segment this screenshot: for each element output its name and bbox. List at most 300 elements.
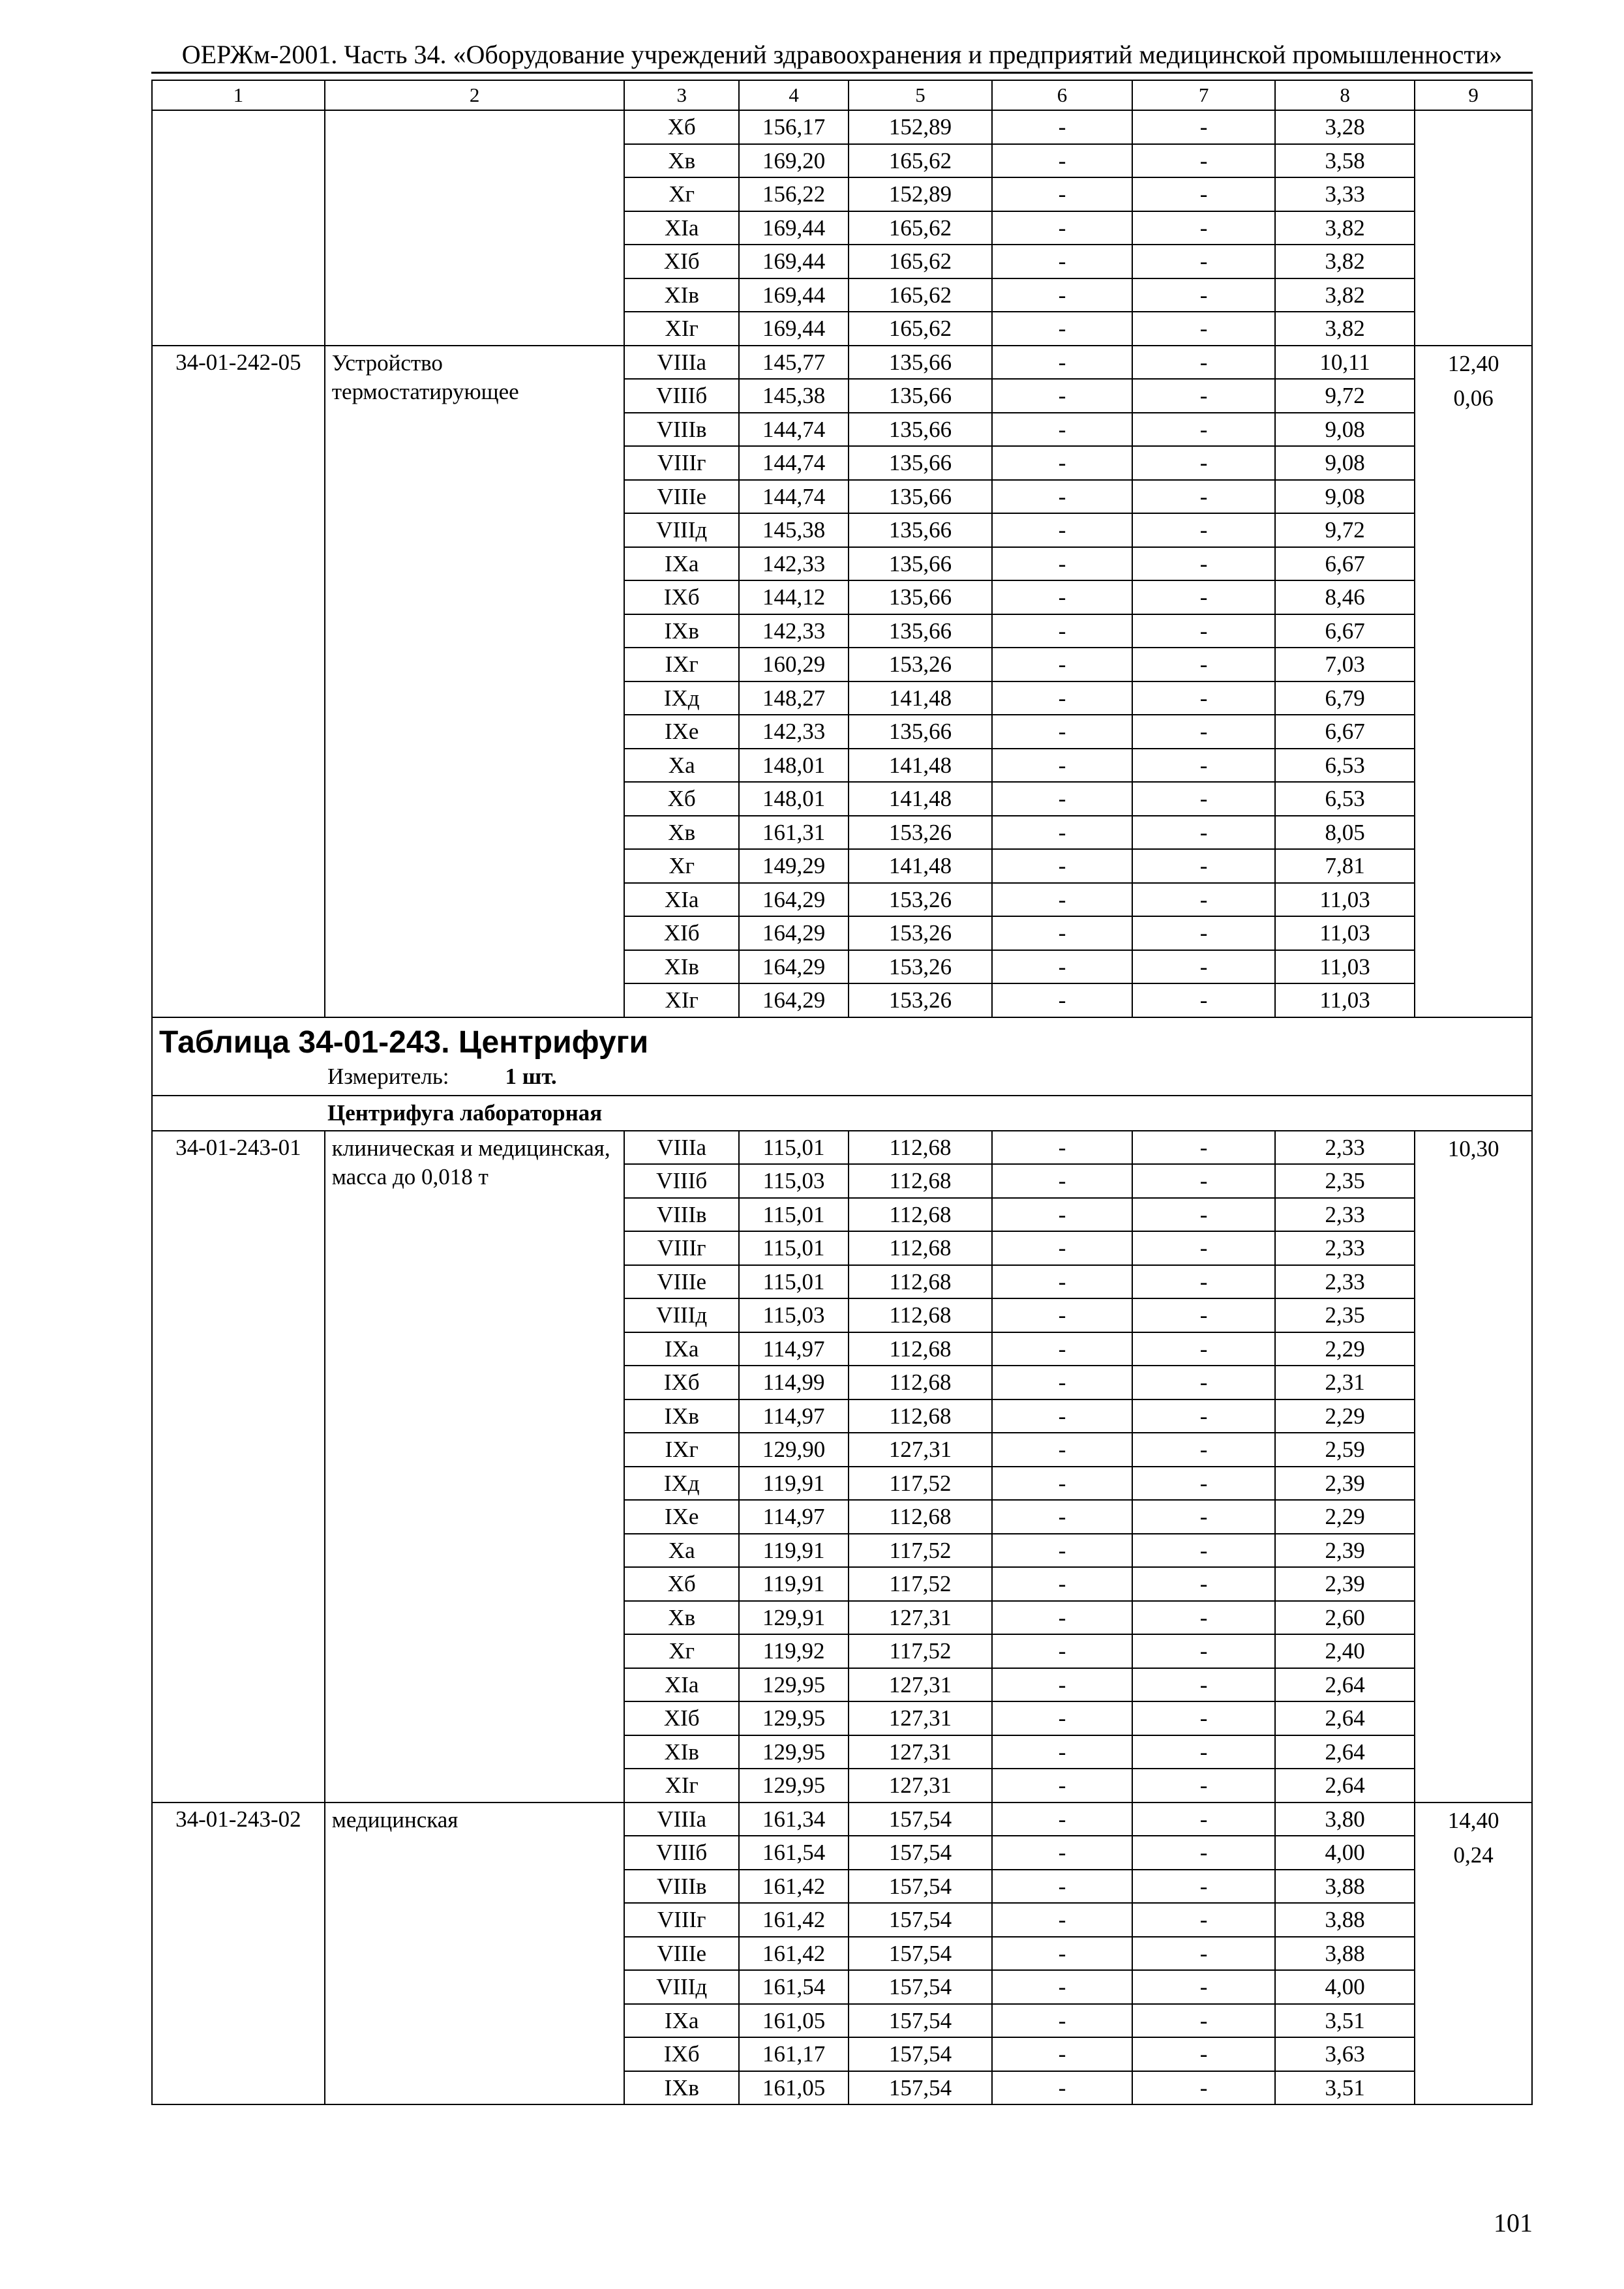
cell-col5: 165,62 <box>849 211 992 245</box>
cell-col5: 117,52 <box>849 1567 992 1601</box>
cell-col5: 112,68 <box>849 1500 992 1534</box>
cell-col7: - <box>1132 1836 1275 1870</box>
cell-col7: - <box>1132 1298 1275 1332</box>
table-row <box>152 1131 1532 1165</box>
cell-col6: - <box>992 749 1132 783</box>
cell-col4: 164,29 <box>739 983 849 1017</box>
cell-col4: 142,33 <box>739 614 849 648</box>
cell-col8: 2,29 <box>1275 1399 1415 1433</box>
cell-col3: IХг <box>624 648 738 681</box>
cell-col8: 3,28 <box>1275 110 1415 144</box>
cell-col5: 152,89 <box>849 110 992 144</box>
cell-col7: - <box>1132 681 1275 715</box>
cell-col3: IХб <box>624 1366 738 1399</box>
cell-col4: 115,01 <box>739 1198 849 1232</box>
cell-col3: ХIа <box>624 883 738 917</box>
cell-col8: 7,81 <box>1275 849 1415 883</box>
cell-col4: 145,38 <box>739 379 849 413</box>
cell-col8: 2,40 <box>1275 1634 1415 1668</box>
cell-col4: 129,90 <box>739 1433 849 1467</box>
cell-col6: - <box>992 1500 1132 1534</box>
cell-col8: 8,46 <box>1275 580 1415 614</box>
cell-col3: Ха <box>624 1534 738 1568</box>
cell-col4: 114,97 <box>739 1500 849 1534</box>
cell-col4: 129,95 <box>739 1701 849 1735</box>
cell-col6: - <box>992 1803 1132 1836</box>
cell-col5: 135,66 <box>849 446 992 480</box>
cell-col5: 157,54 <box>849 1970 992 2004</box>
column-number: 3 <box>624 80 738 110</box>
cell-col7: - <box>1132 513 1275 547</box>
cell-col6: - <box>992 1366 1132 1399</box>
cell-col6: - <box>992 1601 1132 1635</box>
cell-col5: 135,66 <box>849 580 992 614</box>
group-title: Центрифуга лабораторная <box>327 1100 603 1126</box>
cell-col7: - <box>1132 346 1275 380</box>
cell-col6: - <box>992 614 1132 648</box>
cell-col7: - <box>1132 1131 1275 1165</box>
cell-col4: 119,91 <box>739 1467 849 1501</box>
cell-col8: 3,58 <box>1275 144 1415 178</box>
cell-col4: 144,12 <box>739 580 849 614</box>
cell-col8: 11,03 <box>1275 950 1415 984</box>
cell-col5: 141,48 <box>849 681 992 715</box>
cell-col4: 148,01 <box>739 749 849 783</box>
cell-col8: 3,82 <box>1275 278 1415 312</box>
cell-col6: - <box>992 1198 1132 1232</box>
item-name: Устройство термостатирующее <box>325 346 625 1017</box>
cell-col7: - <box>1132 1500 1275 1534</box>
cell-col7: - <box>1132 1803 1275 1836</box>
cell-col6: - <box>992 547 1132 581</box>
cell-col8: 4,00 <box>1275 1836 1415 1870</box>
measure-label: Измеритель: <box>327 1063 449 1089</box>
cell-col5: 135,66 <box>849 379 992 413</box>
cell-col7: - <box>1132 1567 1275 1601</box>
cell-col6: - <box>992 883 1132 917</box>
cell-col3: VIIIб <box>624 1836 738 1870</box>
cell-col6: - <box>992 413 1132 447</box>
cell-col3: VIIIд <box>624 1970 738 2004</box>
cell-col4: 169,44 <box>739 245 849 278</box>
cell-col8: 2,64 <box>1275 1701 1415 1735</box>
item-code: 34-01-243-01 <box>152 1131 325 1803</box>
cell-col3: Хв <box>624 816 738 850</box>
code-cell <box>152 110 325 346</box>
cell-col7: - <box>1132 245 1275 278</box>
cell-col3: ХIв <box>624 1735 738 1769</box>
cell-col5: 153,26 <box>849 648 992 681</box>
cell-col8: 10,11 <box>1275 346 1415 380</box>
cell-col6: - <box>992 2004 1132 2038</box>
cell-col8: 2,60 <box>1275 1601 1415 1635</box>
cell-col6: - <box>992 648 1132 681</box>
cell-col6: - <box>992 1164 1132 1198</box>
cell-col4: 129,95 <box>739 1735 849 1769</box>
cell-col6: - <box>992 110 1132 144</box>
cell-col8: 2,33 <box>1275 1231 1415 1265</box>
cell-col8: 6,67 <box>1275 715 1415 749</box>
cell-col5: 117,52 <box>849 1467 992 1501</box>
cell-col6: - <box>992 480 1132 514</box>
cell-col4: 119,91 <box>739 1567 849 1601</box>
cell-col4: 144,74 <box>739 480 849 514</box>
cell-col8: 2,39 <box>1275 1567 1415 1601</box>
cell-col5: 157,54 <box>849 1870 992 1904</box>
cell-col5: 153,26 <box>849 950 992 984</box>
column-number: 6 <box>992 80 1132 110</box>
cell-col8: 2,59 <box>1275 1433 1415 1467</box>
cell-col8: 9,72 <box>1275 379 1415 413</box>
cell-col3: VIIIд <box>624 513 738 547</box>
cell-col7: - <box>1132 1231 1275 1265</box>
column-number: 5 <box>849 80 992 110</box>
cell-col4: 160,29 <box>739 648 849 681</box>
cell-col3: Хб <box>624 110 738 144</box>
cell-col3: ХIа <box>624 1668 738 1702</box>
cell-col7: - <box>1132 312 1275 346</box>
cell-col3: IХг <box>624 1433 738 1467</box>
cell-col8: 2,33 <box>1275 1131 1415 1165</box>
cell-col5: 157,54 <box>849 1937 992 1971</box>
cell-col5: 135,66 <box>849 513 992 547</box>
cell-col3: IХа <box>624 547 738 581</box>
cell-col7: - <box>1132 379 1275 413</box>
col9-value: 10,30 <box>1447 1135 1499 1161</box>
cell-col6: - <box>992 1668 1132 1702</box>
cell-col4: 115,03 <box>739 1298 849 1332</box>
cell-col3: IХд <box>624 681 738 715</box>
cell-col8: 3,82 <box>1275 211 1415 245</box>
cell-col5: 127,31 <box>849 1701 992 1735</box>
cell-col7: - <box>1132 580 1275 614</box>
page-header: ОЕРЖм-2001. Часть 34. «Оборудование учреждений здравоохранения и предприятий медицинской промышленности» <box>151 38 1533 74</box>
cell-col4: 161,54 <box>739 1836 849 1870</box>
column-number: 7 <box>1132 80 1275 110</box>
cell-col7: - <box>1132 1399 1275 1433</box>
cell-col7: - <box>1132 1970 1275 2004</box>
cell-col4: 164,29 <box>739 883 849 917</box>
cell-col6: - <box>992 1634 1132 1668</box>
cell-col7: - <box>1132 2004 1275 2038</box>
cell-col7: - <box>1132 110 1275 144</box>
cell-col5: 157,54 <box>849 2004 992 2038</box>
cell-col7: - <box>1132 2037 1275 2071</box>
col9-values <box>1415 1131 1532 1803</box>
cell-col6: - <box>992 446 1132 480</box>
cell-col7: - <box>1132 1366 1275 1399</box>
cell-col5: 141,48 <box>849 749 992 783</box>
cell-col4: 119,91 <box>739 1534 849 1568</box>
cell-col4: 156,17 <box>739 110 849 144</box>
cell-col6: - <box>992 211 1132 245</box>
table-row <box>152 1803 1532 1836</box>
cell-col8: 3,88 <box>1275 1870 1415 1904</box>
cell-col8: 3,80 <box>1275 1803 1415 1836</box>
item-name: медицинская <box>325 1803 625 2105</box>
cell-col7: - <box>1132 1937 1275 1971</box>
cell-col7: - <box>1132 1668 1275 1702</box>
table-row <box>152 346 1532 380</box>
cell-col6: - <box>992 2037 1132 2071</box>
cell-col7: - <box>1132 950 1275 984</box>
cell-col5: 157,54 <box>849 2037 992 2071</box>
cell-col6: - <box>992 1701 1132 1735</box>
cell-col3: IХд <box>624 1467 738 1501</box>
column-number: 1 <box>152 80 325 110</box>
cell-col4: 164,29 <box>739 950 849 984</box>
cell-col6: - <box>992 346 1132 380</box>
cell-col6: - <box>992 144 1132 178</box>
cell-col8: 6,79 <box>1275 681 1415 715</box>
cell-col5: 135,66 <box>849 413 992 447</box>
table-title: Таблица 34-01-243. Центрифуги <box>159 1025 649 1060</box>
cell-col5: 141,48 <box>849 849 992 883</box>
cell-col6: - <box>992 1332 1132 1366</box>
cell-col5: 127,31 <box>849 1601 992 1635</box>
cell-col8: 2,35 <box>1275 1298 1415 1332</box>
cell-col3: Хб <box>624 782 738 816</box>
cell-col7: - <box>1132 1701 1275 1735</box>
column-number: 9 <box>1415 80 1532 110</box>
group-cell <box>152 1096 1532 1131</box>
col9-value: 0,24 <box>1453 1842 1494 1868</box>
cell-col5: 112,68 <box>849 1265 992 1299</box>
cell-col4: 142,33 <box>739 547 849 581</box>
cell-col4: 161,42 <box>739 1937 849 1971</box>
cell-col6: - <box>992 1534 1132 1568</box>
cell-col6: - <box>992 177 1132 211</box>
cell-col3: IХа <box>624 2004 738 2038</box>
cell-col4: 115,03 <box>739 1164 849 1198</box>
cell-col4: 161,34 <box>739 1803 849 1836</box>
cell-col3: IХб <box>624 580 738 614</box>
cell-col8: 3,63 <box>1275 2037 1415 2071</box>
cell-col5: 117,52 <box>849 1634 992 1668</box>
cell-col3: IХв <box>624 1399 738 1433</box>
cell-col4: 169,44 <box>739 278 849 312</box>
cell-col5: 157,54 <box>849 1903 992 1937</box>
cell-col5: 157,54 <box>849 2071 992 2105</box>
cell-col3: VIIIб <box>624 379 738 413</box>
cell-col8: 2,39 <box>1275 1534 1415 1568</box>
cell-col6: - <box>992 1735 1132 1769</box>
cell-col3: Хг <box>624 849 738 883</box>
cell-col5: 112,68 <box>849 1164 992 1198</box>
cell-col7: - <box>1132 816 1275 850</box>
cell-col3: Хг <box>624 177 738 211</box>
col9-value: 0,06 <box>1453 385 1494 411</box>
col9-values <box>1415 1803 1532 2105</box>
cell-col8: 2,39 <box>1275 1467 1415 1501</box>
cell-col4: 115,01 <box>739 1265 849 1299</box>
cell-col6: - <box>992 681 1132 715</box>
table-title-row <box>152 1017 1532 1096</box>
cell-col7: - <box>1132 1735 1275 1769</box>
cell-col8: 11,03 <box>1275 983 1415 1017</box>
cell-col3: ХIб <box>624 245 738 278</box>
cell-col8: 6,67 <box>1275 614 1415 648</box>
cell-col7: - <box>1132 1433 1275 1467</box>
cell-col8: 3,88 <box>1275 1937 1415 1971</box>
cell-col7: - <box>1132 983 1275 1017</box>
cell-col3: IХа <box>624 1332 738 1366</box>
cell-col4: 161,05 <box>739 2071 849 2105</box>
cell-col6: - <box>992 782 1132 816</box>
cell-col6: - <box>992 1769 1132 1803</box>
cell-col3: Ха <box>624 749 738 783</box>
cell-col4: 145,77 <box>739 346 849 380</box>
cell-col4: 114,97 <box>739 1332 849 1366</box>
cell-col7: - <box>1132 614 1275 648</box>
cell-col3: VIIIв <box>624 413 738 447</box>
cell-col4: 145,38 <box>739 513 849 547</box>
column-number-row <box>152 80 1532 110</box>
cell-col8: 6,67 <box>1275 547 1415 581</box>
cell-col5: 127,31 <box>849 1769 992 1803</box>
cell-col3: VIIIг <box>624 1903 738 1937</box>
cell-col6: - <box>992 1131 1132 1165</box>
cell-col3: Хг <box>624 1634 738 1668</box>
cell-col5: 153,26 <box>849 883 992 917</box>
name-cell <box>325 110 625 346</box>
cell-col7: - <box>1132 1332 1275 1366</box>
cell-col6: - <box>992 1937 1132 1971</box>
cell-col5: 117,52 <box>849 1534 992 1568</box>
cell-col7: - <box>1132 144 1275 178</box>
cell-col3: VIIIг <box>624 1231 738 1265</box>
cell-col8: 6,53 <box>1275 782 1415 816</box>
rates-table <box>151 80 1533 2105</box>
cell-col6: - <box>992 950 1132 984</box>
cell-col4: 114,99 <box>739 1366 849 1399</box>
cell-col7: - <box>1132 749 1275 783</box>
cell-col7: - <box>1132 1903 1275 1937</box>
cell-col8: 2,29 <box>1275 1500 1415 1534</box>
cell-col6: - <box>992 1433 1132 1467</box>
cell-col7: - <box>1132 1467 1275 1501</box>
cell-col7: - <box>1132 782 1275 816</box>
cell-col4: 169,20 <box>739 144 849 178</box>
cell-col6: - <box>992 715 1132 749</box>
cell-col8: 2,35 <box>1275 1164 1415 1198</box>
cell-col5: 127,31 <box>849 1735 992 1769</box>
cell-col5: 153,26 <box>849 983 992 1017</box>
column-number: 2 <box>325 80 625 110</box>
measure-value: 1 шт. <box>505 1063 557 1089</box>
cell-col4: 129,95 <box>739 1668 849 1702</box>
cell-col3: IХв <box>624 614 738 648</box>
cell-col6: - <box>992 916 1132 950</box>
cell-col6: - <box>992 1467 1132 1501</box>
cell-col8: 11,03 <box>1275 916 1415 950</box>
cell-col3: ХIб <box>624 1701 738 1735</box>
cell-col3: VIIIа <box>624 346 738 380</box>
cell-col5: 135,66 <box>849 547 992 581</box>
cell-col7: - <box>1132 849 1275 883</box>
cell-col4: 148,01 <box>739 782 849 816</box>
cell-col3: VIIIе <box>624 1937 738 1971</box>
cell-col3: VIIIе <box>624 480 738 514</box>
cell-col4: 164,29 <box>739 916 849 950</box>
cell-col4: 161,05 <box>739 2004 849 2038</box>
cell-col8: 4,00 <box>1275 1970 1415 2004</box>
cell-col4: 161,54 <box>739 1970 849 2004</box>
cell-col6: - <box>992 1970 1132 2004</box>
cell-col4: 144,74 <box>739 413 849 447</box>
col9-values <box>1415 346 1532 1017</box>
cell-col4: 115,01 <box>739 1131 849 1165</box>
cell-col3: IХе <box>624 1500 738 1534</box>
measure-line <box>153 1062 1531 1095</box>
cell-col6: - <box>992 513 1132 547</box>
cell-col5: 135,66 <box>849 480 992 514</box>
cell-col6: - <box>992 1265 1132 1299</box>
cell-col6: - <box>992 1231 1132 1265</box>
cell-col8: 9,08 <box>1275 480 1415 514</box>
cell-col6: - <box>992 379 1132 413</box>
cell-col3: ХIа <box>624 211 738 245</box>
cell-col3: VIIIв <box>624 1198 738 1232</box>
cell-col4: 148,27 <box>739 681 849 715</box>
cell-col3: Хв <box>624 144 738 178</box>
cell-col3: IХв <box>624 2071 738 2105</box>
column-number: 8 <box>1275 80 1415 110</box>
cell-col4: 114,97 <box>739 1399 849 1433</box>
item-name: клиническая и медицинская, масса до 0,018 т <box>325 1131 625 1803</box>
cell-col4: 161,31 <box>739 816 849 850</box>
cell-col7: - <box>1132 648 1275 681</box>
table-row <box>152 110 1532 144</box>
cell-col4: 169,44 <box>739 211 849 245</box>
cell-col5: 112,68 <box>849 1231 992 1265</box>
col9-cell <box>1415 110 1532 346</box>
cell-col5: 112,68 <box>849 1198 992 1232</box>
table-title-cell <box>152 1017 1532 1096</box>
cell-col7: - <box>1132 480 1275 514</box>
cell-col7: - <box>1132 2071 1275 2105</box>
cell-col5: 152,89 <box>849 177 992 211</box>
cell-col5: 135,66 <box>849 614 992 648</box>
cell-col3: VIIIб <box>624 1164 738 1198</box>
cell-col7: - <box>1132 1164 1275 1198</box>
cell-col4: 161,42 <box>739 1903 849 1937</box>
cell-col5: 112,68 <box>849 1366 992 1399</box>
cell-col5: 165,62 <box>849 245 992 278</box>
cell-col6: - <box>992 1836 1132 1870</box>
cell-col6: - <box>992 849 1132 883</box>
cell-col7: - <box>1132 1634 1275 1668</box>
cell-col3: ХIв <box>624 278 738 312</box>
cell-col8: 8,05 <box>1275 816 1415 850</box>
cell-col8: 9,72 <box>1275 513 1415 547</box>
cell-col4: 115,01 <box>739 1231 849 1265</box>
cell-col8: 2,33 <box>1275 1198 1415 1232</box>
cell-col3: VIIIе <box>624 1265 738 1299</box>
cell-col5: 127,31 <box>849 1433 992 1467</box>
cell-col7: - <box>1132 715 1275 749</box>
cell-col7: - <box>1132 211 1275 245</box>
cell-col8: 2,64 <box>1275 1668 1415 1702</box>
cell-col7: - <box>1132 883 1275 917</box>
cell-col3: ХIг <box>624 312 738 346</box>
cell-col6: - <box>992 312 1132 346</box>
cell-col3: Хв <box>624 1601 738 1635</box>
cell-col7: - <box>1132 278 1275 312</box>
cell-col5: 112,68 <box>849 1298 992 1332</box>
col9-value: 14,40 <box>1447 1807 1499 1833</box>
cell-col8: 11,03 <box>1275 883 1415 917</box>
